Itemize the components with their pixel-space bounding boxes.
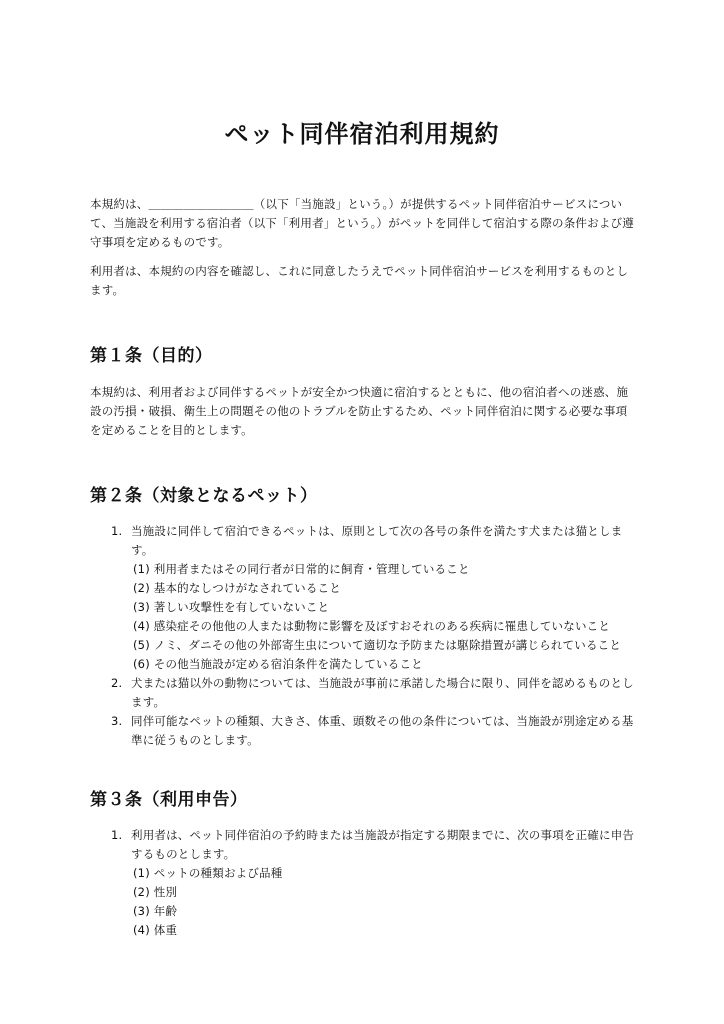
list-item	[90, 826, 638, 940]
sub-item: (4) 体重	[133, 923, 178, 937]
sub-item: (6) その他当施設が定める宿泊条件を満たしていること	[133, 657, 423, 671]
article-1-body: 本規約は、利用者および同伴するペットが安全かつ快適に宿泊するとともに、他の宿泊者への迷惑、施設の汚損・破損、衛生上の問題その他のトラブルを防止するため、ペット同伴宿泊に関する必要な事項を定めることを目的とします。	[90, 385, 629, 437]
list-item-number: 1.	[111, 524, 123, 538]
list-item	[90, 712, 638, 750]
intro-paragraph-2: 利用者は、本規約の内容を確認し、これに同意したうえでペット同伴宿泊サービスを利用するものとします。	[90, 264, 629, 297]
intro-paragraph-1: 本規約は、＿＿＿＿＿＿＿＿＿（以下「当施設」という。）が提供するペット同伴宿泊サービスについて、当施設を利用する宿泊者（以下「利用者」という。）がペットを同伴して宿泊する際の条件および遵守事項を定めるものです。	[90, 197, 634, 249]
sub-item: (3) 著しい攻撃性を有していないこと	[133, 600, 330, 614]
list-item-text: 犬または猫以外の動物については、当施設が事前に承諾した場合に限り、同伴を認めるものとします。	[131, 676, 634, 709]
sub-item: (3) 年齢	[133, 904, 178, 918]
sub-item: (2) 基本的なしつけがなされていること	[133, 581, 341, 595]
sub-item: (5) ノミ、ダニその他の外部寄生虫について適切な予防または駆除措置が講じられていること	[133, 638, 622, 652]
article-2-list	[90, 522, 638, 750]
article-1-heading: 第１条（目的）	[90, 346, 213, 366]
document-title: ペット同伴宿泊利用規約	[224, 120, 500, 148]
article-2-heading: 第２条（対象となるペット）	[90, 486, 318, 506]
sub-item: (1) ペットの種類および品種	[133, 866, 283, 880]
list-item	[90, 522, 638, 674]
sub-item: (1) 利用者またはその同行者が日常的に飼育・管理していること	[133, 562, 470, 576]
list-item-number: 2.	[111, 676, 123, 690]
list-item-number: 3.	[111, 714, 123, 728]
article-3-list	[90, 826, 638, 940]
sub-item: (4) 感染症その他他の人または動物に影響を及ぼすおそれのある疾病に罹患していないこと	[133, 619, 611, 633]
list-item-text: 当施設に同伴して宿泊できるペットは、原則として次の各号の条件を満たす犬または猫とします。	[131, 524, 623, 557]
list-item-text: 同伴可能なペットの種類、大きさ、体重、頭数その他の条件については、当施設が別途定める基準に従うものとします。	[131, 714, 634, 747]
list-item-number: 1.	[111, 828, 123, 842]
list-item-text: 利用者は、ペット同伴宿泊の予約時または当施設が指定する期限までに、次の事項を正確に申告するものとします。	[131, 828, 635, 861]
list-item	[90, 674, 638, 712]
article-3-heading: 第３条（利用申告）	[90, 790, 248, 810]
sub-item: (2) 性別	[133, 885, 178, 899]
